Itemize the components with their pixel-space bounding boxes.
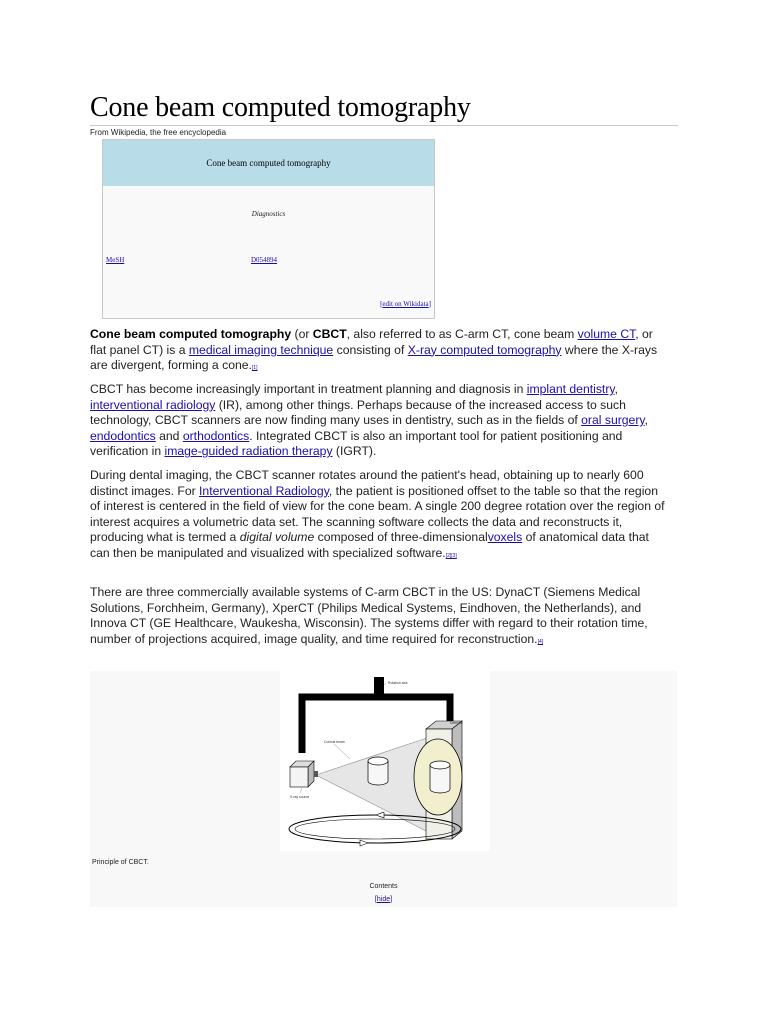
text: , <box>644 413 648 428</box>
page-title: Cone beam computed tomography <box>90 92 471 123</box>
edit-wikidata-link[interactable]: edit on Wikidata <box>382 300 429 308</box>
label-rotation-axis: Rotation axis <box>388 681 408 685</box>
term-digital-volume: digital volume <box>239 530 315 545</box>
text: (IGRT). <box>332 444 377 459</box>
infobox <box>102 139 435 319</box>
link-interventional-radiology-2[interactable]: Interventional Radiology <box>199 483 329 498</box>
text: (IR), among other things. Perhaps because of the increased access to such technology, CBCT scanners are now finding many uses in dentistry, such as in the fields of <box>90 397 626 428</box>
link-voxels[interactable]: voxels <box>487 530 523 545</box>
infobox-mesh-link[interactable]: MeSH <box>106 256 125 264</box>
link-interventional-radiology[interactable]: interventional radiology <box>90 397 216 412</box>
infobox-subtitle: Diagnostics <box>251 210 286 218</box>
text: , also referred to as C-arm CT, cone beam <box>346 327 578 341</box>
link-endodontics[interactable]: endodontics <box>90 428 156 443</box>
edit-bracket-close: ] <box>428 300 431 308</box>
contents-toggle <box>90 896 677 903</box>
link-implant-dentistry[interactable]: implant dentistry <box>526 382 615 396</box>
link-oral-surgery[interactable]: oral surgery <box>581 413 645 428</box>
text: of anatomical data that can then be manipulated and visualized with specialized software. <box>90 530 649 560</box>
title-divider <box>90 125 678 126</box>
figure-cbct-principle <box>90 671 677 907</box>
tagline: From Wikipedia, the free encyclopedia <box>90 128 227 137</box>
link-igrt[interactable]: image-guided radiation therapy <box>164 444 333 459</box>
label-conical-beam: Conical beam <box>324 740 345 744</box>
link-orthodontics[interactable]: orthodontics <box>182 428 250 443</box>
paragraph-systems <box>90 585 670 650</box>
paragraph-applications <box>90 382 670 460</box>
label-xray-source: X-ray source <box>290 795 310 799</box>
text: (or <box>291 327 313 341</box>
infobox-mesh-id-link[interactable]: D054894 <box>251 256 278 264</box>
link-volume-ct[interactable]: volume CT <box>577 327 636 341</box>
text: , <box>614 382 618 396</box>
text: where the X-rays are divergent, forming a cone. <box>90 342 658 373</box>
paragraph-dental-imaging <box>90 468 670 565</box>
citation-2-3[interactable]: [2][3] <box>445 552 457 559</box>
text: CBCT has become increasingly important in treatment planning and diagnosis in <box>90 382 527 396</box>
edit-bracket-open: [ <box>380 300 383 308</box>
infobox-edit <box>380 300 431 308</box>
text: , the patient is positioned offset to the table so that the region of interest is centered in the field of view for the cone beam. A single 200 degree rotation over the region of interest acquires a volumetric data set. The scanning software collects the data and reconstructs it, producing what is termed a <box>90 483 665 545</box>
term-cbct-full: Cone beam computed tomography <box>90 327 292 341</box>
hide-bracket-close: ] <box>390 896 393 903</box>
hide-contents-link[interactable]: hide <box>376 896 391 903</box>
citation-1[interactable]: [1] <box>251 365 258 372</box>
text: composed of three-dimensional <box>314 530 488 545</box>
link-medical-imaging-technique[interactable]: medical imaging technique <box>188 342 334 357</box>
text: . Integrated CBCT is also an important tool for patient positioning and verification in <box>90 428 623 459</box>
term-cbct: CBCT <box>312 327 347 341</box>
text: consisting of <box>333 342 408 357</box>
label-detector: Detector <box>450 721 463 725</box>
citation-4[interactable]: [4] <box>537 638 544 645</box>
figure-caption: Principle of CBCT. <box>92 859 149 866</box>
text: , or flat panel CT) is a <box>90 327 653 357</box>
cbct-diagram <box>280 671 490 851</box>
paragraph-intro <box>90 327 670 377</box>
hide-bracket-open: [ <box>374 896 377 903</box>
text: and <box>155 428 183 443</box>
text: There are three commercially available systems of C-arm CBCT in the US: DynaCT (Siemens Medical Solutions, Forchheim, Germany), XperCT (Philips Medical Systems, Eindhoven, the Netherlands), and Innova CT (GE Healthcare, Waukesha, Wisconsin). The systems differ with regard to their rotation time, number of projections acquired, image quality, and time required for reconstruction. <box>90 585 648 646</box>
link-x-ray-computed-tomography[interactable]: X-ray computed tomography <box>407 342 562 357</box>
contents-heading: Contents <box>369 883 398 890</box>
infobox-title: Cone beam computed tomography <box>103 140 434 186</box>
text: During dental imaging, the CBCT scanner rotates around the patient's head, obtaining up to nearly 600 distinct images. For <box>90 468 644 498</box>
